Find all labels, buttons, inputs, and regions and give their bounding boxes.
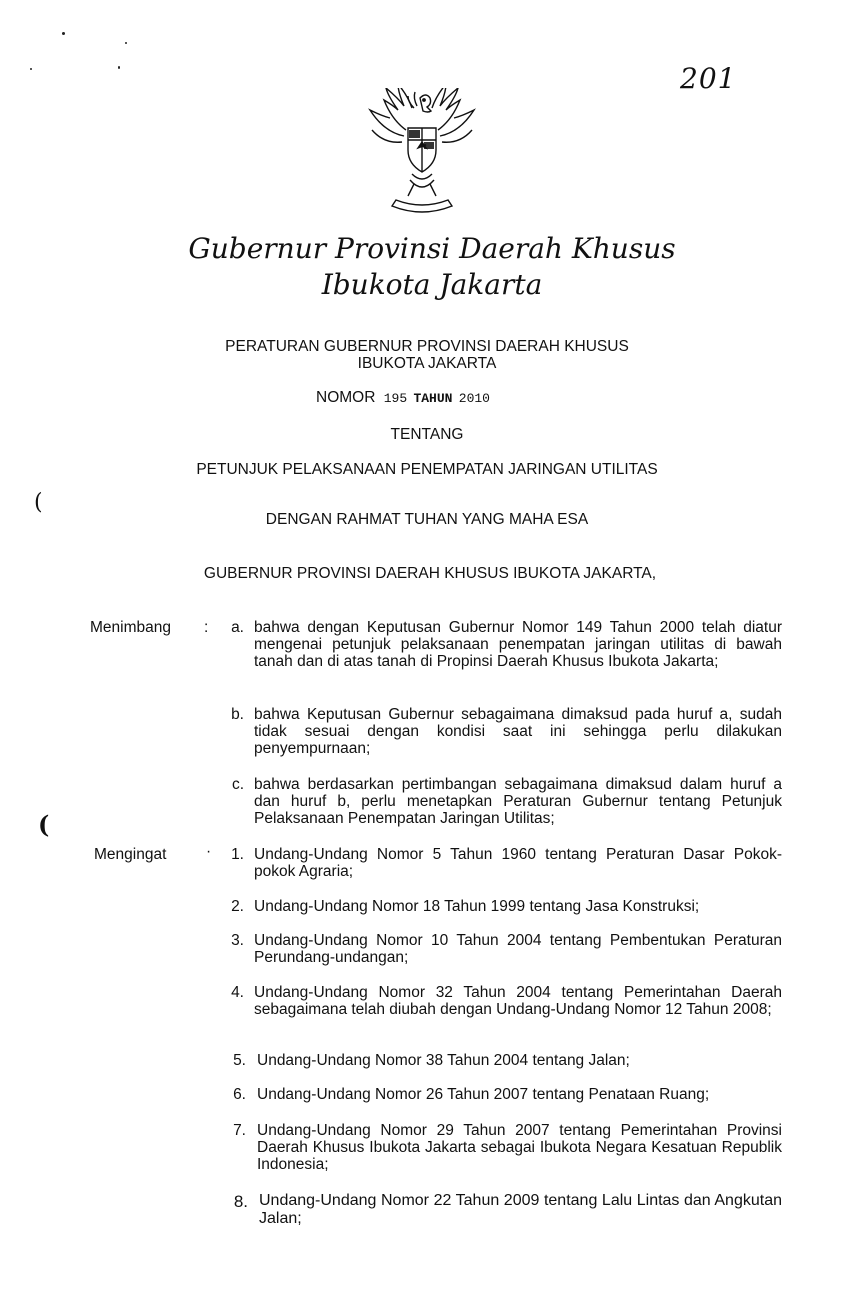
menimbang-marker: c.	[231, 776, 244, 793]
mengingat-item-text: Undang-Undang Nomor 29 Tahun 2007 tentang Pemerintahan Provinsi Daerah Khusus Ibukota Jakarta sebagai Ibukota Negara Kesatuan Republik Indonesia;	[257, 1122, 782, 1173]
mengingat-item-text: Undang-Undang Nomor 26 Tahun 2007 tentang Penataan Ruang;	[257, 1086, 710, 1103]
page-number: 201	[680, 62, 737, 95]
menimbang-colon: :	[204, 619, 209, 636]
governor-heading-line1: Gubernur Provinsi Daerah Khusus	[188, 232, 676, 265]
scan-speck	[125, 42, 127, 44]
mengingat-label: Mengingat	[94, 846, 167, 863]
mengingat-marker: 6.	[233, 1086, 246, 1103]
tahun-label: TAHUN	[413, 391, 453, 406]
governor-heading-line2: Ibukota Jakarta	[321, 268, 543, 301]
menimbang-item-text: bahwa dengan Keputusan Gubernur Nomor 149 Tahun 2000 telah diatur mengenai petunjuk pelaksanaan penempatan jaringan utilitas di bawah tanah dan di atas tanah di Propinsi Daerah Khusus Ibukota Jakarta;	[254, 619, 782, 670]
menimbang-item-text: bahwa berdasarkan pertimbangan sebagaimana dimaksud dalam huruf a dan huruf b, perlu menetapkan Peraturan Gubernur tentang Petunjuk Pelaksanaan Penempatan Jaringan Utilitas;	[254, 776, 782, 827]
mengingat-colon: ·	[206, 843, 212, 860]
mengingat-marker: 3.	[231, 932, 244, 949]
menimbang-marker: b.	[231, 706, 244, 723]
scan-speck	[62, 32, 65, 35]
margin-mark: (	[38, 810, 50, 839]
mengingat-item-text: Undang-Undang Nomor 22 Tahun 2009 tentang Lalu Lintas dan Angkutan Jalan;	[259, 1192, 782, 1227]
tentang-heading: TENTANG	[390, 426, 464, 443]
mengingat-item-text: Undang-Undang Nomor 5 Tahun 1960 tentang Peraturan Dasar Pokok-pokok Agraria;	[254, 846, 782, 880]
mengingat-marker: 1.	[231, 846, 244, 863]
regulation-title-line1: PERATURAN GUBERNUR PROVINSI DAERAH KHUSUS	[225, 338, 629, 355]
gubernur-line: GUBERNUR PROVINSI DAERAH KHUSUS IBUKOTA JAKARTA,	[203, 565, 657, 582]
menimbang-marker: a.	[231, 619, 244, 636]
mengingat-item-text: Undang-Undang Nomor 18 Tahun 1999 tentang Jasa Konstruksi;	[254, 898, 700, 915]
mengingat-marker: 4.	[231, 984, 244, 1001]
mengingat-marker: 7.	[233, 1122, 246, 1139]
mengingat-marker: 5.	[233, 1052, 246, 1069]
regulation-title-line2: IBUKOTA JAKARTA	[357, 355, 497, 372]
nomor-line	[316, 389, 490, 407]
nomor-value: 195	[383, 391, 408, 406]
rahmat-line: DENGAN RAHMAT TUHAN YANG MAHA ESA	[265, 511, 589, 528]
tahun-value: 2010	[458, 391, 490, 406]
garuda-emblem-icon	[362, 88, 482, 218]
regulation-subject: PETUNJUK PELAKSANAAN PENEMPATAN JARINGAN UTILITAS	[196, 461, 658, 478]
mengingat-item-text: Undang-Undang Nomor 32 Tahun 2004 tentang Pemerintahan Daerah sebagaimana telah diubah dengan Undang-Undang Nomor 12 Tahun 2008;	[254, 984, 782, 1018]
menimbang-label: Menimbang	[90, 619, 171, 636]
margin-mark: (	[34, 490, 43, 515]
mengingat-item-text: Undang-Undang Nomor 38 Tahun 2004 tentang Jalan;	[257, 1052, 630, 1069]
mengingat-item-text: Undang-Undang Nomor 10 Tahun 2004 tentang Pembentukan Peraturan Perundang-undangan;	[254, 932, 782, 966]
mengingat-marker: 2.	[231, 898, 244, 915]
scan-speck	[118, 66, 120, 69]
menimbang-item-text: bahwa Keputusan Gubernur sebagaimana dimaksud pada huruf a, sudah tidak sesuai dengan kondisi saat ini sehingga perlu dilakukan penyempurnaan;	[254, 706, 782, 757]
scan-speck	[30, 68, 32, 70]
nomor-label: NOMOR	[316, 389, 376, 406]
mengingat-marker: 8.	[233, 1192, 248, 1211]
